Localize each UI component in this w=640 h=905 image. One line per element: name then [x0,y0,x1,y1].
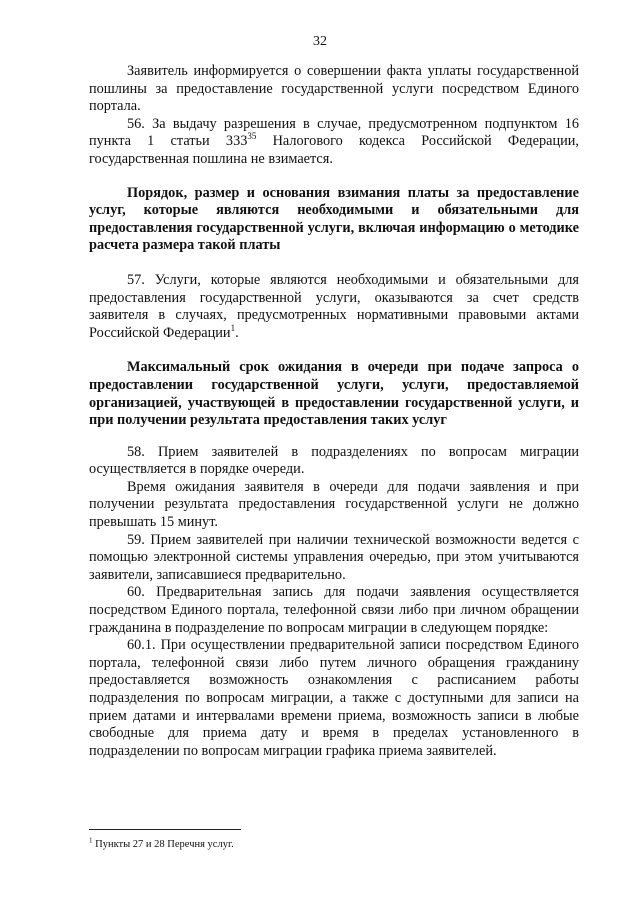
paragraph-57 [89,272,579,342]
paragraph-fee-info: Заявитель информируется о совершении факта уплаты государственной пошлины за предоставление государственной услуги посредством Единого портала. [89,63,579,115]
paragraph-56-text: 56. За выдачу разрешения в случае, предусмотренном подпунктом 16 пункта 1 статьи 333 [89,115,579,150]
paragraph-56 [89,116,579,169]
paragraph-58-wait-time: Время ожидания заявителя в очереди для подачи заявления и при получении результата предоставления государственной услуги не должно превышать 15 минут. [89,478,579,531]
footnote-text: Пункты 27 и 28 Перечня услуг. [92,839,234,850]
footnote-reference-1: 1 [230,322,236,333]
paragraph-57-tail: . [235,324,239,341]
paragraph-60: 60. Предварительная запись для подачи заявления осуществляется посредством Единого портала, телефонной связи либо при личном обращении гражданина в подразделение по вопросам миграции в следующем порядке: [89,584,579,636]
footnote-marker: 1 [89,836,93,845]
page-number: 32 [313,34,327,49]
paragraph-56-superscript: 35 [247,131,257,142]
paragraph-56-tail: Налогового кодекса Российской Федерации, государственная пошлина не взимается. [89,133,579,167]
footnote [89,838,234,851]
page-content [89,63,579,760]
section-heading-queue: Максимальный срок ожидания в очереди при подаче запроса о предоставлении государственной услуги, услуги, предоставляемой организацией, участвующей в предоставлении государственной услуги, и при получении результата предоставления таких услуг [89,359,579,429]
section-heading-fees: Порядок, размер и основания взимания платы за предоставление услуг, которые являются необходимыми и обязательными для предоставления государственной услуги, включая информацию о методике расчета размера такой платы [89,184,579,254]
paragraph-57-text: 57. Услуги, которые являются необходимыми и обязательными для предоставления государственной услуги, оказываются за счет средств заявителя в случаях, предусмотренных нормативными правовыми актами Российской Федерации [89,271,579,341]
footnote-separator [89,829,241,830]
paragraph-60-1: 60.1. При осуществлении предварительной записи посредством Единого портала, телефонной связи либо путем личного обращения гражданину предоставляется возможность ознакомления с расписанием работы подразделения по вопросам миграции, а также с доступными для записи на прием датами и интервалами времени приема, возможность записи в любые свободные для приема дату и время в пределах установленного в подразделении по вопросам миграции графика приема заявителей. [89,637,579,759]
paragraph-59: 59. Прием заявителей при наличии технической возможности ведется с помощью электронной системы управления очередью, при этом учитываются заявители, записавшиеся предварительно. [89,531,579,583]
paragraph-58: 58. Прием заявителей в подразделениях по вопросам миграции осуществляется в порядке очереди. [89,443,579,478]
